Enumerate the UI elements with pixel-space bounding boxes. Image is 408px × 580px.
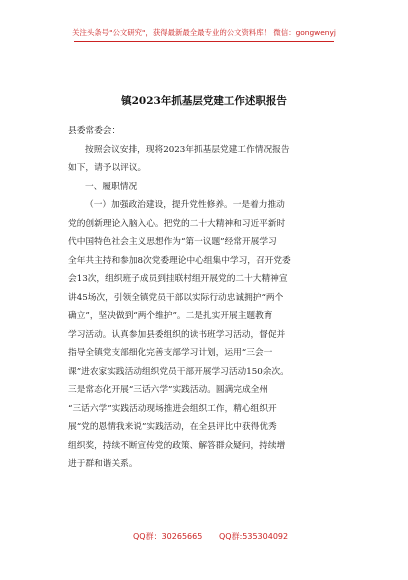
body-line: 党的创新理论入脑入心。把党的二十大精神和习近平新时 <box>68 218 286 229</box>
header-divider <box>74 41 334 42</box>
body-line: 如下，请予以评议。 <box>68 163 147 173</box>
body-line: 课”进农家实践活动组织党员干部开展学习活动150余次。 <box>68 366 289 377</box>
body-line: 讲45场次，引领全镇党员干部以实际行动忠诚拥护“两个 <box>68 292 284 303</box>
body-line: 组织奖，持续不断宣传党的政策、解答群众疑问，持续增 <box>68 440 286 451</box>
body-line: 确立”，坚决做到“两个维护”。二是扎实开展主题教育 <box>68 311 273 321</box>
body-line: 指导全镇党支部细化完善支部学习计划，运用“三会一 <box>68 348 273 358</box>
body-line: 按照会议安排，现将2023年抓基层党建工作情况报告 <box>85 144 290 155</box>
document-title: 镇2023年抓基层党建工作述职报告 <box>121 95 287 107</box>
body-line: 全年共主持和参加8次党委理论中心组集中学习，召开党委 <box>68 255 291 266</box>
salutation-line: 县委常委会： <box>68 126 121 136</box>
document-body <box>68 122 346 474</box>
body-line: 进于群和谐关系。 <box>68 459 138 469</box>
body-line: “三话六学”实践活动现场推进会组织工作，精心组织开 <box>68 403 277 414</box>
body-line: 三是常态化开展“三话六学”实践活动。圆满完成全州 <box>68 385 269 395</box>
body-line: 会13次，组织班子成员到挂联村组开展党的二十大精神宣 <box>68 274 288 284</box>
header-promo-note: 关注头条号"公文研究"，获得最新最全最专业的公文资料库！ 微信：gongwenyj <box>72 28 336 37</box>
body-line: 学习活动。认真参加县委组织的读书班学习活动，督促并 <box>68 329 286 340</box>
footer-qq-group-1: QQ群：30265665 <box>133 532 203 541</box>
body-line: 代中国特色社会主义思想作为“第一议题”经常开展学习 <box>68 237 277 247</box>
section-heading: 一、履职情况 <box>85 181 138 192</box>
footer-qq-group-2: QQ群:535304092 <box>219 532 289 541</box>
body-line: 展“党的恩情我来说”实践活动，在全县评比中获得优秀 <box>68 422 277 432</box>
subsection-heading-line: （一）加强政治建设，提升党性修养。一是着力推动 <box>85 200 285 210</box>
